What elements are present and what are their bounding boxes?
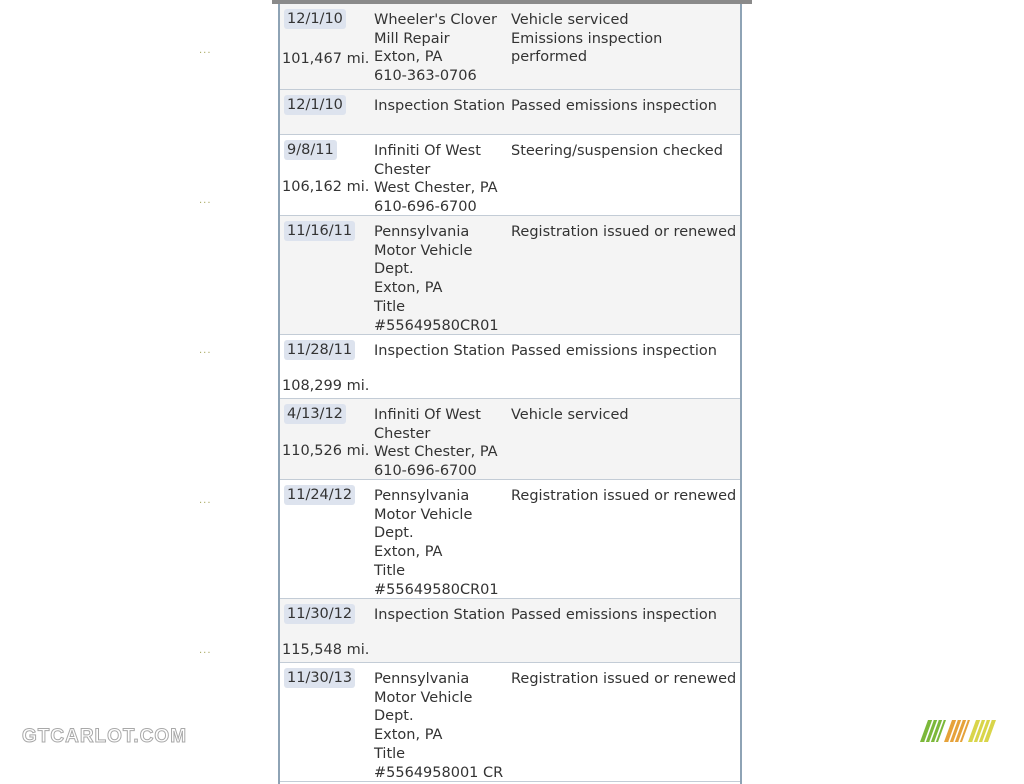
gtcarlot-watermark: GTCARLOT.COM — [22, 726, 188, 747]
record-source: Infiniti Of West Chester West Chester, PA 610-696-6700 — [374, 407, 498, 480]
record-source: Pennsylvania Motor Vehicle Dept. Exton, PA Title #5564958001 CR — [374, 671, 504, 781]
record-source: Pennsylvania Motor Vehicle Dept. Exton, PA Title #55649580CR01 — [374, 488, 499, 598]
table-row — [280, 599, 740, 663]
record-date: 4/13/12 — [284, 404, 346, 424]
record-mileage: 110,526 mi. — [282, 443, 370, 459]
record-comments: Vehicle serviced — [511, 407, 629, 423]
decorative-dots: ... — [199, 195, 212, 206]
vehicle-history-table — [278, 4, 742, 784]
table-row — [280, 663, 740, 782]
record-source: Inspection Station — [374, 343, 506, 359]
record-mileage: 101,467 mi. — [282, 51, 370, 67]
record-date: 11/28/11 — [284, 340, 355, 360]
record-comments: Registration issued or renewed — [511, 671, 737, 687]
record-mileage: 108,299 mi. — [282, 378, 370, 394]
record-comments: Passed emissions inspection — [511, 343, 717, 359]
record-date: 11/16/11 — [284, 221, 355, 241]
record-mileage: 115,548 mi. — [282, 642, 370, 658]
record-comments: Passed emissions inspection — [511, 98, 717, 114]
record-mileage: 106,162 mi. — [282, 179, 370, 195]
table-row — [280, 399, 740, 480]
record-source: Infiniti Of West Chester West Chester, PA 610-696-6700 — [374, 143, 498, 216]
record-source: Wheeler's Clover Mill Repair Exton, PA 610-363-0706 — [374, 12, 497, 85]
record-comments: Passed emissions inspection — [511, 607, 717, 623]
record-comments: Registration issued or renewed — [511, 224, 737, 240]
record-source: Inspection Station — [374, 98, 506, 114]
record-source: Inspection Station — [374, 607, 506, 623]
record-comments: Vehicle serviced Emissions inspection performed — [511, 12, 663, 66]
record-date: 11/24/12 — [284, 485, 355, 505]
table-row — [280, 4, 740, 90]
record-comments: Registration issued or renewed — [511, 488, 737, 504]
record-date: 12/1/10 — [284, 9, 346, 29]
record-comments: Steering/suspension checked — [511, 143, 723, 159]
record-date: 11/30/12 — [284, 604, 355, 624]
gtcarlot-stripes-logo — [920, 720, 1000, 742]
table-row — [280, 335, 740, 399]
record-date: 12/1/10 — [284, 95, 346, 115]
table-row — [280, 135, 740, 216]
decorative-dots: ... — [199, 645, 212, 656]
table-row — [280, 90, 740, 135]
table-row — [280, 216, 740, 335]
decorative-dots: ... — [199, 345, 212, 356]
decorative-dots: ... — [199, 45, 212, 56]
table-row — [280, 480, 740, 599]
record-date: 11/30/13 — [284, 668, 355, 688]
record-source: Pennsylvania Motor Vehicle Dept. Exton, PA Title #55649580CR01 — [374, 224, 499, 334]
decorative-dots: ... — [199, 495, 212, 506]
record-date: 9/8/11 — [284, 140, 337, 160]
